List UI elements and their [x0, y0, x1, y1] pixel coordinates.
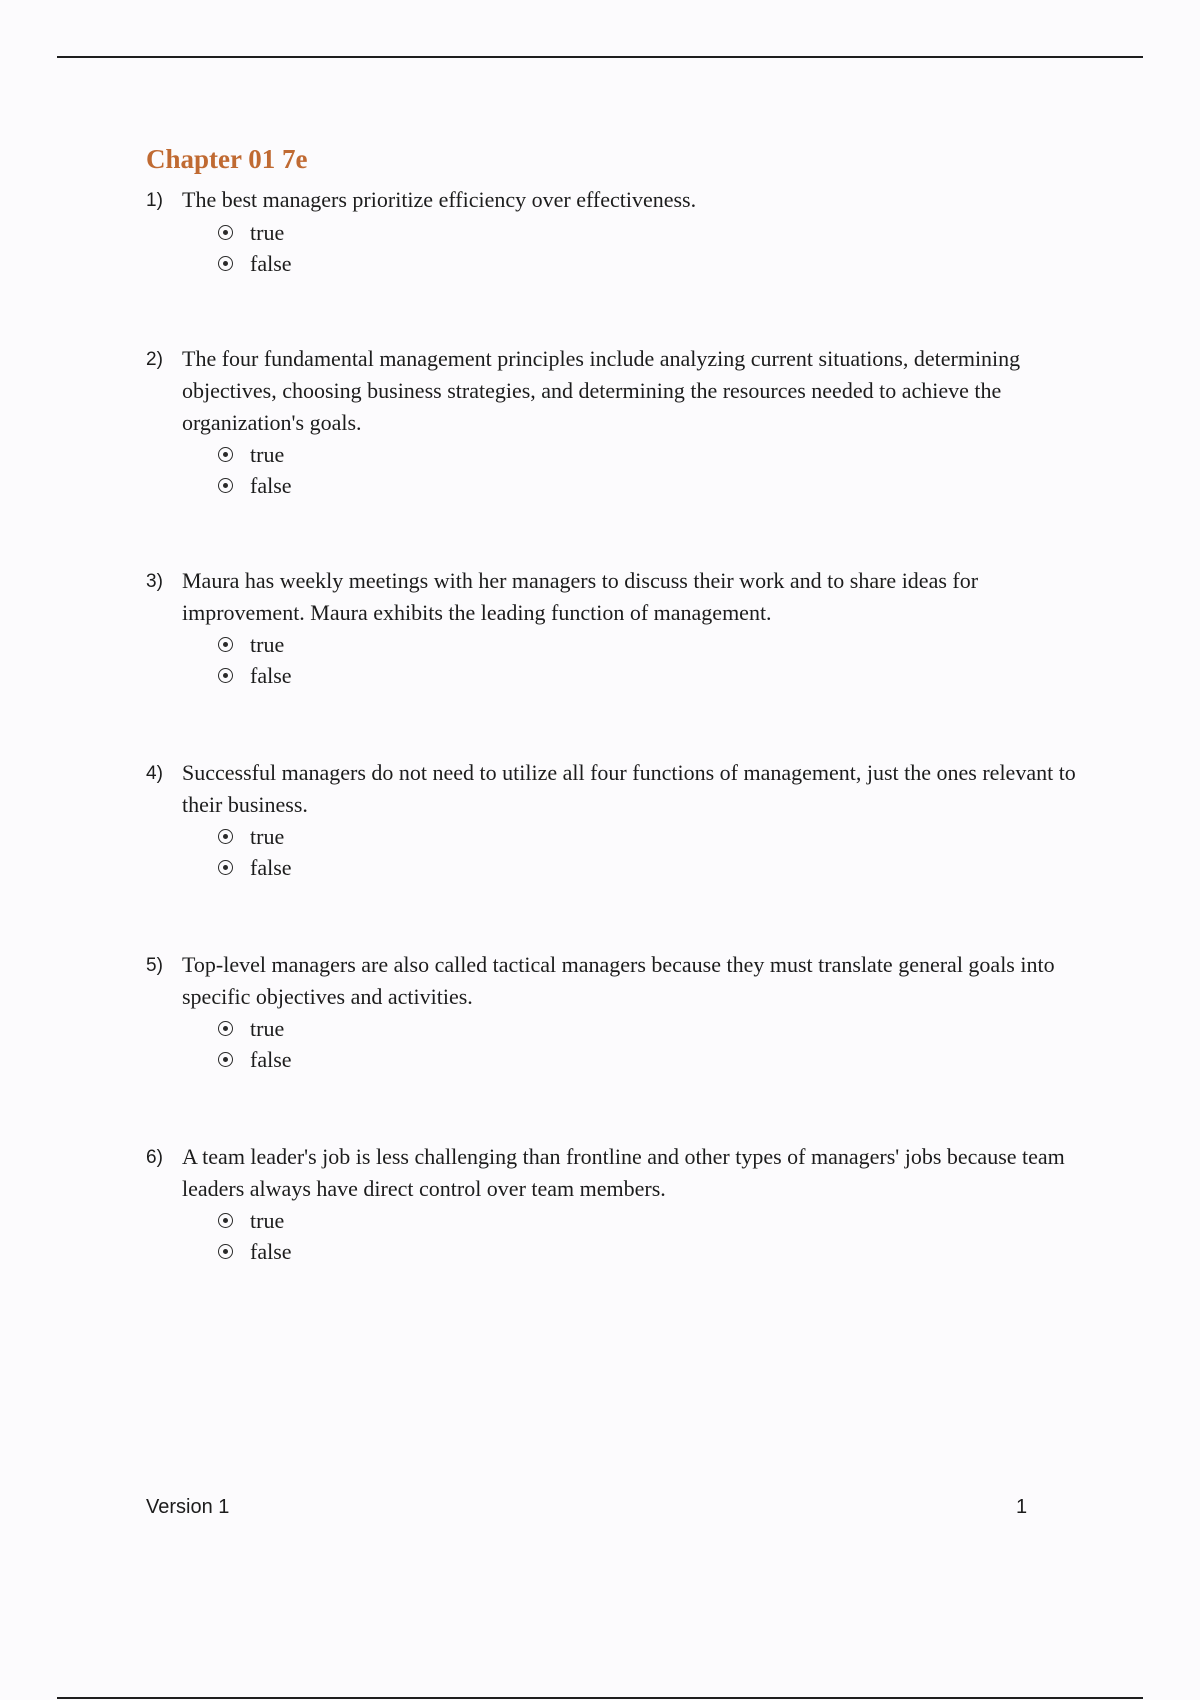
question-text: Successful managers do not need to utilize all four functions of management, just the ones relevant to their business.: [182, 760, 1076, 817]
radio-icon[interactable]: [218, 829, 233, 844]
question-number: 4): [146, 763, 163, 784]
radio-icon[interactable]: [218, 637, 233, 652]
answer-options: [146, 629, 1076, 691]
question-1: [146, 184, 1076, 279]
answer-options: [146, 1013, 1076, 1075]
question-2: [146, 343, 1076, 501]
question-6: [146, 1141, 1076, 1267]
option-label: true: [250, 219, 285, 245]
question-text: A team leader's job is less challenging than frontline and other types of managers' jobs because team leaders always have direct control over team members.: [182, 1144, 1065, 1201]
option-label: false: [250, 250, 292, 276]
answer-options: [146, 1205, 1076, 1267]
option-true[interactable]: [218, 1013, 1076, 1044]
question-4: [146, 757, 1076, 883]
radio-icon[interactable]: [218, 1052, 233, 1067]
question-number: 1): [146, 190, 163, 211]
answer-options: [146, 217, 1076, 279]
radio-icon[interactable]: [218, 447, 233, 462]
question-3: [146, 565, 1076, 691]
answer-options: [146, 821, 1076, 883]
page-title: Chapter 01 7e: [146, 144, 308, 174]
option-label: false: [250, 662, 292, 688]
question-number: 5): [146, 955, 163, 976]
option-false[interactable]: [218, 1044, 1076, 1075]
option-true[interactable]: [218, 1205, 1076, 1236]
question-number: 3): [146, 571, 163, 592]
radio-icon[interactable]: [218, 1244, 233, 1259]
option-false[interactable]: [218, 1236, 1076, 1267]
option-label: false: [250, 1046, 292, 1072]
radio-icon[interactable]: [218, 256, 233, 271]
option-label: true: [250, 823, 285, 849]
question-text: The best managers prioritize efficiency over effectiveness.: [182, 187, 697, 212]
question-5: [146, 949, 1076, 1075]
question-text: Top-level managers are also called tactical managers because they must translate general goals into specific objectives and activities.: [182, 952, 1055, 1009]
option-true[interactable]: [218, 821, 1076, 852]
question-number: 6): [146, 1147, 163, 1168]
option-label: false: [250, 1238, 292, 1264]
option-false[interactable]: [218, 470, 1076, 501]
footer-version: Version 1: [146, 1496, 230, 1518]
question-text: The four fundamental management principles include analyzing current situations, determining objectives, choosing business strategies, and determining the resources needed to achieve the organization's goals.: [182, 346, 1021, 435]
radio-icon[interactable]: [218, 1213, 233, 1228]
option-true[interactable]: [218, 217, 1076, 248]
option-label: false: [250, 854, 292, 880]
option-false[interactable]: [218, 660, 1076, 691]
footer-page-number: 1: [1016, 1496, 1028, 1518]
top-rule: [57, 56, 1143, 58]
option-true[interactable]: [218, 439, 1076, 470]
radio-icon[interactable]: [218, 478, 233, 493]
radio-icon[interactable]: [218, 1021, 233, 1036]
radio-icon[interactable]: [218, 668, 233, 683]
option-false[interactable]: [218, 248, 1076, 279]
option-false[interactable]: [218, 852, 1076, 883]
option-label: true: [250, 631, 285, 657]
option-label: false: [250, 472, 292, 498]
radio-icon[interactable]: [218, 860, 233, 875]
question-text: Maura has weekly meetings with her managers to discuss their work and to share ideas for improvement. Maura exhibits the leading function of management.: [182, 568, 979, 625]
answer-options: [146, 439, 1076, 501]
question-number: 2): [146, 349, 163, 370]
option-label: true: [250, 1207, 285, 1233]
option-true[interactable]: [218, 629, 1076, 660]
option-label: true: [250, 1015, 285, 1041]
option-label: true: [250, 441, 285, 467]
radio-icon[interactable]: [218, 225, 233, 240]
bottom-rule: [57, 1697, 1143, 1699]
